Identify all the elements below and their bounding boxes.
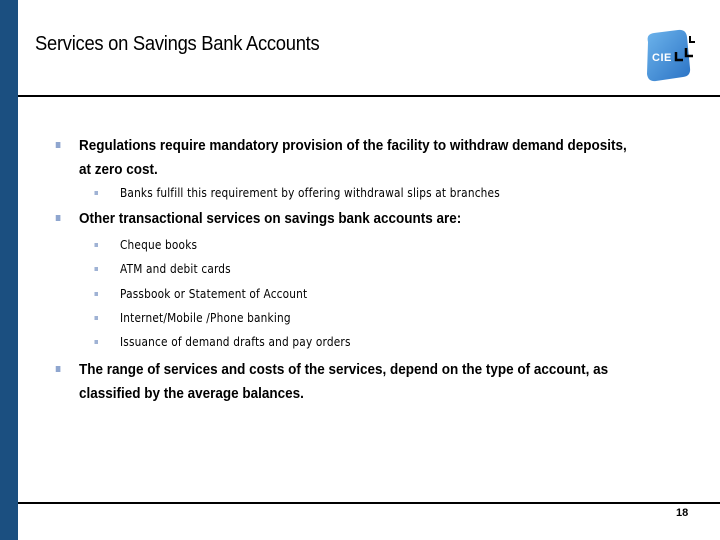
square-bullet-icon [94,191,98,195]
bullet-item [79,134,637,182]
sub-bullet-item [120,236,197,254]
sub-bullet-item [120,184,500,202]
sub-bullet-text: Banks fulfill this requirement by offering withdrawal slips at branches [120,186,500,200]
sub-bullet-item [120,309,291,327]
square-bullet-icon [56,366,61,372]
bullet-item [79,358,656,406]
side-accent-bar [0,0,18,540]
sub-bullet-item [120,285,307,303]
bullet-text: The range of services and costs of the services, depend on the type of account, as classified by the average balances. [79,362,609,402]
header-divider [18,95,720,97]
square-bullet-icon [56,142,61,148]
page-number: 18 [676,507,689,519]
sub-bullet-item [120,333,351,351]
footer-divider [18,502,720,504]
square-bullet-icon [56,215,61,221]
ciel-logo [638,28,702,84]
sub-bullet-item [120,260,231,278]
sub-bullet-text: Internet/Mobile /Phone banking [120,311,291,325]
bullet-text: Other transactional services on savings bank accounts are: [79,211,462,227]
bullet-item [79,207,637,231]
sub-bullet-text: Passbook or Statement of Account [120,287,308,301]
square-bullet-icon [94,316,98,320]
square-bullet-icon [94,267,98,271]
square-bullet-icon [94,292,98,296]
slide-title: Services on Savings Bank Accounts [35,33,320,55]
sub-bullet-text: Issuance of demand drafts and pay orders [120,335,351,349]
square-bullet-icon [94,340,98,344]
square-bullet-icon [94,243,98,247]
sub-bullet-text: Cheque books [120,238,198,252]
svg-text:CIE: CIE [652,52,672,64]
bullet-text: Regulations require mandatory provision of the facility to withdraw demand deposits, at zero cost. [79,138,627,178]
sub-bullet-text: ATM and debit cards [120,262,231,276]
ciel-logo-icon [638,28,702,84]
